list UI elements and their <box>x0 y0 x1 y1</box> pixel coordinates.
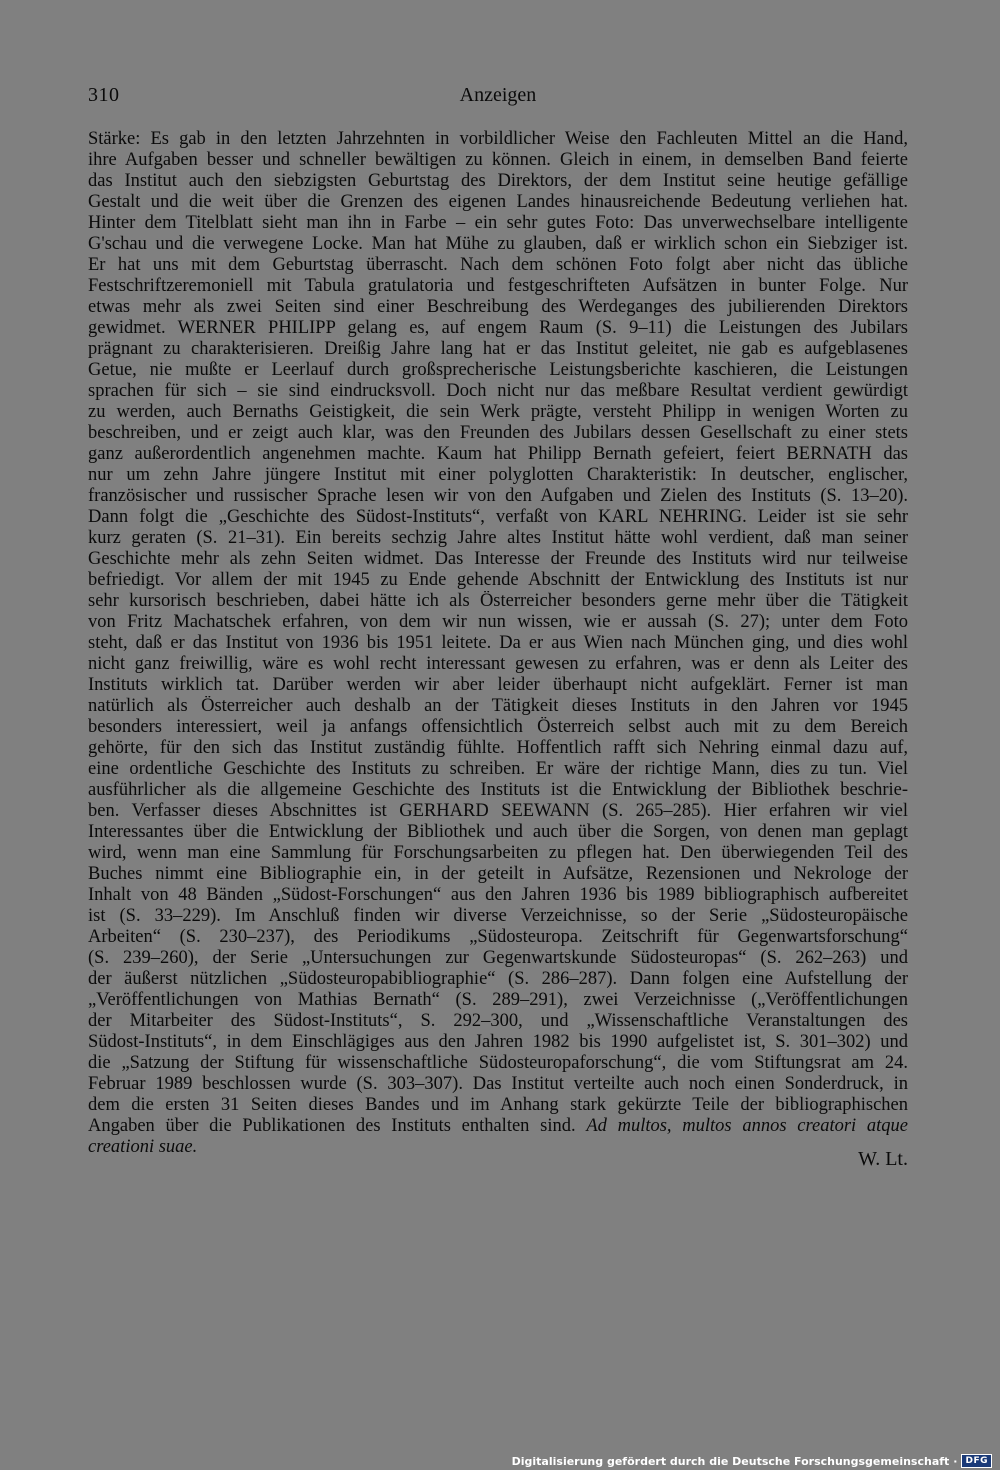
review-body <box>88 129 908 1158</box>
text-line: das Institut auch den siebzigsten Geburtstag des Direktors, der dem Institut seine heutige gefällige <box>88 171 908 191</box>
text-line: dem die ersten 31 Seiten dieses Bandes und im Anhang stark gekürzte Teile der bibliographischen <box>88 1095 908 1115</box>
text-line: natürlich als Österreicher auch deshalb an der Tätigkeit dieses Instituts in den Jahren vor 1945 <box>88 696 908 716</box>
text-line: der Mitarbeiter des Südost-Instituts“, S. 292–300, und „Wissenschaftliche Veranstaltungen des <box>88 1011 908 1031</box>
digitization-footer <box>512 1454 992 1468</box>
text-line: beschreiben, und er zeigt auch klar, was den Freunden des Jubilars dessen Gesellschaft zu einer stets <box>88 423 908 443</box>
text-line: Er hat uns mit dem Geburtstag überrascht. Nach dem schönen Foto folgt aber nicht das übliche <box>88 255 908 275</box>
text-line: Festschriftzeremoniell mit Tabula gratulatoria und festgeschrifteten Aufsätzen in bunter Folge. Nur <box>88 276 908 296</box>
text-line: französischer und russischer Sprache lesen wir von den Aufgaben und Zielen des Instituts (S. 13–20). <box>88 486 908 506</box>
page-header <box>88 84 908 112</box>
text-line <box>88 1116 908 1137</box>
text-line: der äußerst nützlichen „Südosteuropabibliographie“ (S. 286–287). Dann folgen eine Aufstellung der <box>88 969 908 989</box>
text-line: befriedigt. Vor allem der mit 1945 zu Ende gehende Abschnitt der Entwicklung des Instituts ist nur <box>88 570 908 590</box>
text-line: sprachen für sich – sie sind eindrucksvoll. Doch nicht nur das meßbare Resultat verdient gewürdigt <box>88 381 908 401</box>
text-line: Arbeiten“ (S. 230–237), des Periodikums „Südosteuropa. Zeitschrift für Gegenwartsforschung“ <box>88 927 908 947</box>
text-line: nur um zehn Jahre jüngere Institut mit einer polyglotten Charakteristik: In deutscher, englischer, <box>88 465 908 485</box>
text-line: Buches nimmt eine Bibliographie ein, in der geteilt in Aufsätze, Rezensionen und Nekrologe der <box>88 864 908 884</box>
text-line: ausführlicher als die allgemeine Geschichte des Instituts ist die Entwicklung der Bibliothek beschrie- <box>88 780 908 800</box>
latin-dedication-end: creationi suae. <box>88 1137 198 1157</box>
text-line: etwas mehr als zwei Seiten sind einer Beschreibung des Werdeganges des jubilierenden Direktors <box>88 297 908 317</box>
text-line: „Veröffentlichungen von Mathias Bernath“ (S. 289–291), zwei Verzeichnisse („Veröffentlichungen <box>88 990 908 1010</box>
text-line: Dann folgt die „Geschichte des Südost-Instituts“, verfaßt von KARL NEHRING. Leider ist sie sehr <box>88 507 908 527</box>
text-line: Inhalt von 48 Bänden „Südost-Forschungen“ aus den Jahren 1936 bis 1989 bibliographisch aufbereitet <box>88 885 908 905</box>
text-line: prägnant zu charakterisieren. Dreißig Jahre lang hat er das Institut geleitet, nie gab es aufgeblasenes <box>88 339 908 359</box>
footer-text: Digitalisierung gefördert durch die Deutsche Forschungsgemeinschaft <box>511 1454 950 1468</box>
text-line: ganz außerordentlich angenehmen machte. Kaum hat Philipp Bernath gefeiert, feiert BERNATH das <box>88 444 908 464</box>
text-line: die „Satzung der Stiftung für wissenschaftliche Südosteuropaforschung“, die vom Stiftungsrat am 24. <box>88 1053 908 1073</box>
text-line: G'schau und die verwegene Locke. Man hat Mühe zu glauben, daß er wirklich schon ein Siebziger ist. <box>88 234 908 254</box>
closing-text: Angaben über die Publikationen des Instituts enthalten sind. <box>88 1116 576 1136</box>
text-line: Gestalt und die weit über die Grenzen des eigenen Landes hinausreichende Bedeutung verliehen hat. <box>88 192 908 212</box>
text-line: ihre Aufgaben besser und schneller bewältigen zu können. Gleich in einem, in demselben Band feierte <box>88 150 908 170</box>
text-line: Interessantes über die Entwicklung der Bibliothek und auch über die Sorgen, von denen man geplagt <box>88 822 908 842</box>
text-line: Getue, nie mußte er Leerlauf durch großsprecherische Leistungsberichte kaschieren, die Leistungen <box>88 360 908 380</box>
footer-separator: · <box>953 1454 958 1468</box>
text-line: (S. 239–260), der Serie „Untersuchungen zur Gegenwartskunde Südosteuropas“ (S. 262–263) und <box>88 948 908 968</box>
text-line: Hinter dem Titelblatt sieht man ihn in Farbe – ein sehr gutes Foto: Das unverwechselbare intelligente <box>88 213 908 233</box>
text-line: Stärke: Es gab in den letzten Jahrzehnten in vorbildlicher Weise den Fachleuten Mittel an die Hand, <box>88 129 908 149</box>
text-line: von Fritz Machatschek erfahren, von dem wir nun wissen, wie er aussah (S. 27); unter dem Foto <box>88 612 908 632</box>
text-line: Geschichte mehr als zehn Seiten widmet. Das Interesse der Freunde des Instituts wird nur teilweise <box>88 549 908 569</box>
author-signature: W. Lt. <box>858 1148 908 1170</box>
latin-dedication: Ad multos, multos annos creatori atque <box>586 1116 908 1136</box>
text-line: zu werden, auch Bernaths Geistigkeit, die sein Werk prägte, versteht Philipp in wenigen Worten zu <box>88 402 908 422</box>
text-line: wird, wenn man eine Sammlung für Forschungsarbeiten zu pflegen hat. Den überwiegenden Teil des <box>88 843 908 863</box>
text-line: Instituts wirklich tat. Darüber werden wir aber leider überhaupt nicht aufgeklärt. Ferner ist man <box>88 675 908 695</box>
text-line: Südost-Instituts“, in dem Einschlägiges aus den Jahren 1982 bis 1990 aufgelistet ist, S. 301–302) und <box>88 1032 908 1052</box>
text-line: besonders interessiert, weil ja anfangs offensichtlich Österreich selbst auch mit zu dem Bereich <box>88 717 908 737</box>
text-line: nicht ganz freiwillig, wäre es wohl recht interessant gewesen zu erfahren, was er denn als Leiter des <box>88 654 908 674</box>
text-line: eine ordentliche Geschichte des Instituts zu schreiben. Er wäre der richtige Mann, dies zu tun. Viel <box>88 759 908 779</box>
text-line: gehörte, für den sich das Institut zuständig fühlte. Hoffentlich rafft sich Nehring einmal dazu auf, <box>88 738 908 758</box>
text-line: ist (S. 33–229). Im Anschluß finden wir diverse Verzeichnisse, so der Serie „Südosteuropäische <box>88 906 908 926</box>
page-number: 310 <box>88 84 120 106</box>
dfg-logo-icon: DFG <box>961 1454 992 1468</box>
text-line: ben. Verfasser dieses Abschnittes ist GERHARD SEEWANN (S. 265–285). Hier erfahren wir viel <box>88 801 908 821</box>
text-line: steht, daß er das Institut von 1936 bis 1951 leitete. Da er aus Wien nach München ging, und dies wohl <box>88 633 908 653</box>
text-line: sehr kursorisch beschrieben, dabei hätte ich als Österreicher besonders gerne mehr über die Tätigkeit <box>88 591 908 611</box>
text-line: Februar 1989 beschlossen wurde (S. 303–307). Das Institut verteilte auch noch einen Sonderdruck, in <box>88 1074 908 1094</box>
running-head: Anzeigen <box>459 84 537 106</box>
text-line: kurz geraten (S. 21–31). Ein bereits sechzig Jahre altes Institut hätte wohl verdient, daß man seiner <box>88 528 908 548</box>
text-line: gewidmet. WERNER PHILIPP gelang es, auf engem Raum (S. 9–11) die Leistungen des Jubilars <box>88 318 908 338</box>
